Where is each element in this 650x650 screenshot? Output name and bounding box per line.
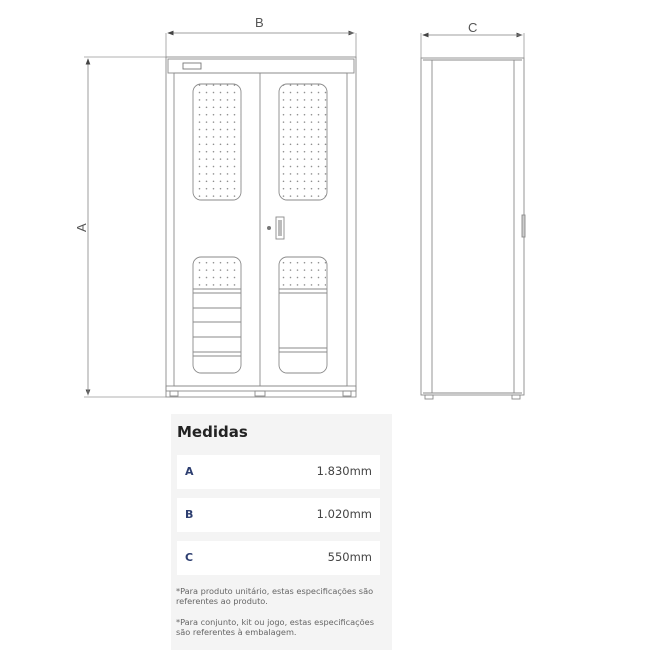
dimension-label-b: B — [255, 15, 264, 30]
dimension-label-c: C — [468, 20, 478, 35]
front-view — [166, 57, 356, 397]
side-view — [421, 58, 525, 399]
note-unit-product: *Para produto unitário, estas especificações são referentes ao produto. — [176, 586, 374, 606]
measurement-value: 550mm — [327, 550, 372, 564]
measurement-row-a — [177, 455, 380, 489]
measurements-panel — [171, 414, 392, 650]
measurement-value: 1.020mm — [316, 507, 372, 521]
measurement-value: 1.830mm — [316, 464, 372, 478]
note-kit-packaging: *Para conjunto, kit ou jogo, estas especificações são referentes à embalagem. — [176, 617, 374, 637]
dimension-c — [421, 33, 524, 58]
measurement-key: C — [185, 551, 194, 564]
measurement-row-c — [177, 541, 380, 575]
measurement-key: B — [185, 508, 194, 521]
dimension-a — [84, 57, 166, 397]
measurement-key: A — [185, 465, 194, 478]
measurement-row-b — [177, 498, 380, 532]
dimension-b — [166, 33, 356, 58]
measurements-title: Medidas — [177, 423, 248, 441]
dimension-label-a: A — [74, 223, 89, 232]
